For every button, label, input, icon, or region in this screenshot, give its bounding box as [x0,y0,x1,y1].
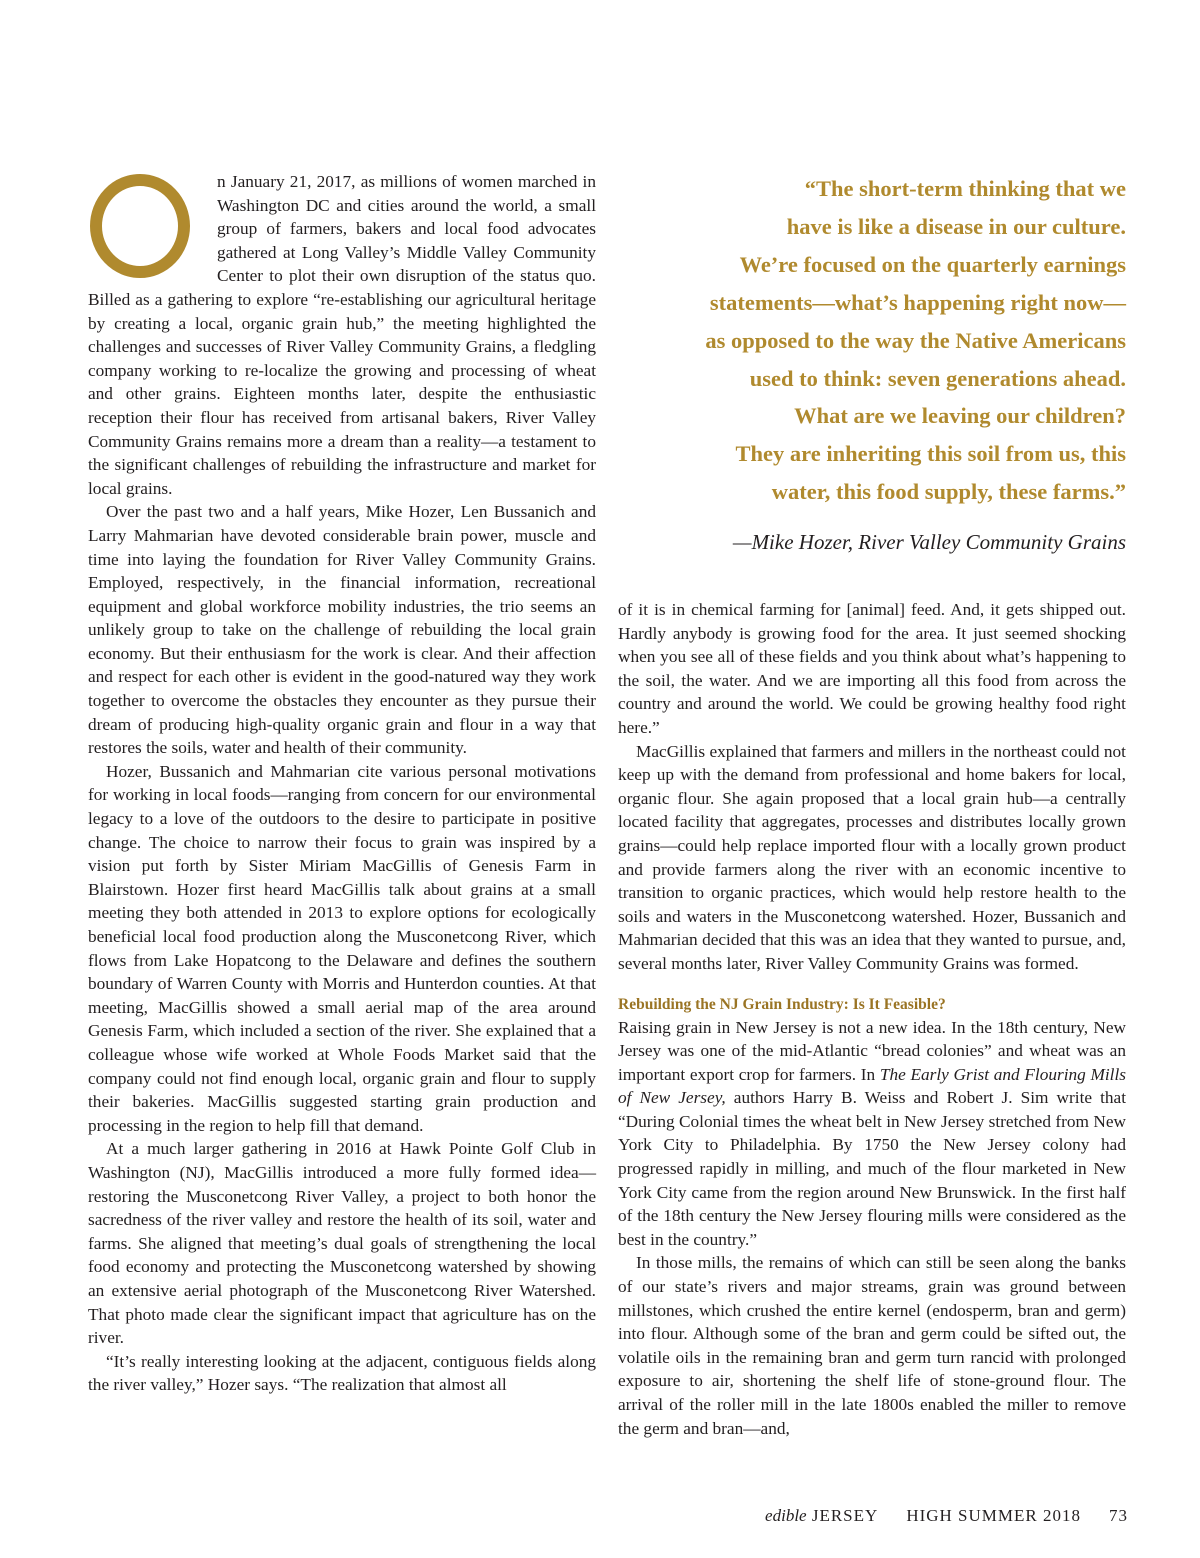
pull-quote-line: water, this food supply, these farms.” [771,479,1126,505]
article-paragraph-3: Hozer, Bussanich and Mahmarian cite various personal motivations for working in local foods—ranging from concern for our environmental legacy to a love of the outdoors to the desire to participate in positive change. The choice to narrow their focus to grain was inspired by a vision put forth by Sister Miriam MacGillis of Genesis Farm in Blairstown. Hozer first heard MacGillis talk about grains at a small meeting they both attended in 2013 to explore options for ecologically beneficial local food production along the Musconetcong River, which flows from Lake Hopatcong to the Delaware and defines the southern boundary of Warren County with Morris and Hunterdon counties. At that meeting, MacGillis showed a small aerial map of the area around Genesis Farm, which included a section of the river. She explained that a colleague whose wife worked at Whole Foods Market said that the company could not find enough local, organic grain and flour to supply their bakeries. MacGillis suggested starting grain production and processing in the region to help fill that demand. [88,761,596,1135]
issue-label: HIGH SUMMER 2018 [906,1506,1081,1525]
pull-quote-attribution: —Mike Hozer, River Valley Community Grains [732,530,1126,554]
article-paragraph-2: Over the past two and a half years, Mike Hozer, Len Bussanich and Larry Mahmarian have devoted considerable brain power, muscle and time into laying the foundation for River Valley Community Grains. Employed, respectively, in the financial information, recreational equipment and global workforce mobility industries, the trio seems an unlikely group to take on the challenge of rebuilding the local grain economy. But their enthusiasm for the work is clear. And their affection and respect for each other is evident in the good-natured way they work together to overcome the obstacles they encounter as they pursue their dream of producing high-quality organic grain and flour in a way that restores the soils, water and health of their community. [88,502,596,758]
article-paragraph-8 [618,1016,1126,1252]
pull-quote-line: What are we leaving our children? [794,403,1126,429]
pull-quote-line: used to think: seven generations ahead. [749,365,1126,391]
article-paragraph-4: At a much larger gathering in 2016 at Hawk Pointe Golf Club in Washington (NJ), MacGillis introduced a more fully formed idea—restoring the Musconetcong River Valley, a project to both honor the sacredness of the river valley and restore the health of its soil, water and farms. She aligned that meeting’s dual goals of strengthening the local food economy and protecting the Musconetcong watershed by showing an extensive aerial photograph of the Musconetcong River Watershed. That photo made clear the significant impact that agriculture has on the river. [88,1139,596,1348]
page-footer [600,1506,1128,1526]
magazine-name: JERSEY [811,1506,879,1525]
pull-quote-line: as opposed to the way the Native Americans [705,327,1126,353]
article-paragraph-1: n January 21, 2017, as millions of women marched in Washington DC and cities around the world, a small group of farmers, bakers and local food advocates gathered at Long Valley’s Middle Valley Community Center to plot their own disruption of the status quo. Billed as a gathering to explore “re-establishing our agricultural heritage by creating a local, organic grain hub,” the meeting highlighted the challenges and successes of River Valley Community Grains, a fledgling company working to re-localize the growing and processing of wheat and other grains. Eighteen months later, despite the enthusiastic reception their flour has received from artisanal bakers, River Valley Community Grains remains more a dream than a reality—a testament to the significant challenges of rebuilding the infrastructure and market for local grains. [88,172,596,498]
drop-cap-o [88,174,201,279]
pull-quote [640,170,1126,511]
article-paragraph-9: In those mills, the remains of which can still be seen along the banks of our state’s rivers and major streams, grain was ground between millstones, which crushed the entire kernel (endosperm, bran and germ) into flour. Although some of the bran and germ could be sifted out, the volatile oils in the remaining bran and germ turn rancid with prolonged exposure to air, shortening the shelf life of stone-ground flour. The arrival of the roller mill in the late 1800s enabled the miller to remove the germ and bran—and, [618,1253,1126,1438]
left-column [88,170,596,1397]
pull-quote-line: “The short-term thinking that we [804,176,1126,201]
drop-cap-ring-icon [88,174,201,279]
magazine-prefix: edible [765,1506,807,1525]
pull-quote-line: statements—what’s happening right now— [709,289,1126,315]
paragraph-text: authors Harry B. Weiss and Robert J. Sim write that “During Colonial times the wheat belt in New Jersey stretched from New York City to Philadelphia. By 1750 the New Jersey colony had progressed rapidly in milling, and much of the flour marketed in New York City came from the region around New Brunswick. In the first half of the 18th century the New Jersey flouring mills were considered as the best in the country.” [618,1088,1126,1249]
pull-quote-line: have is like a disease in our culture. [786,213,1126,239]
pull-quote-line: They are inheriting this soil from us, this [735,441,1126,467]
article-paragraph-5: “It’s really interesting looking at the adjacent, contiguous fields along the river valley,” Hozer says. “The realization that almost all [88,1351,596,1395]
right-column [618,598,1126,1440]
article-paragraph-6: of it is in chemical farming for [animal] feed. And, it gets shipped out. Hardly anybody is growing food for the area. It just seemed shocking when you see all of these fields and you think about what’s happening to the soil, the water. And we are importing all this food from across the country and around the world. We could be growing healthy food right here.” [618,600,1126,737]
pull-quote-line: We’re focused on the quarterly earnings [739,251,1126,277]
page-number: 73 [1109,1506,1128,1525]
article-paragraph-7: MacGillis explained that farmers and millers in the northeast could not keep up with the demand from professional and home bakers for local, organic flour. She again proposed that a local grain hub—a centrally located facility that aggregates, processes and distributes locally grown grains—could help replace imported flour with a locally grown product and provide farmers along the river with an economic incentive to transition to organic practices, which would help restore health to the soils and waters in the Musconetcong watershed. Hozer, Bussanich and Mahmarian decided that this was an idea that they wanted to pursue, and, several months later, River Valley Community Grains was formed. [618,741,1126,973]
paragraph-text: Raising grain in New Jersey is not a new idea. In the 18th century, New Jersey was one of the mid-Atlantic “bread colonies” and wheat was an important export crop for farmers. In [618,1017,1126,1084]
section-subhead: Rebuilding the NJ Grain Industry: Is It Feasible? [618,995,946,1013]
book-title: The Early Grist and Flouring Mills of New Jersey, [618,1064,1127,1108]
